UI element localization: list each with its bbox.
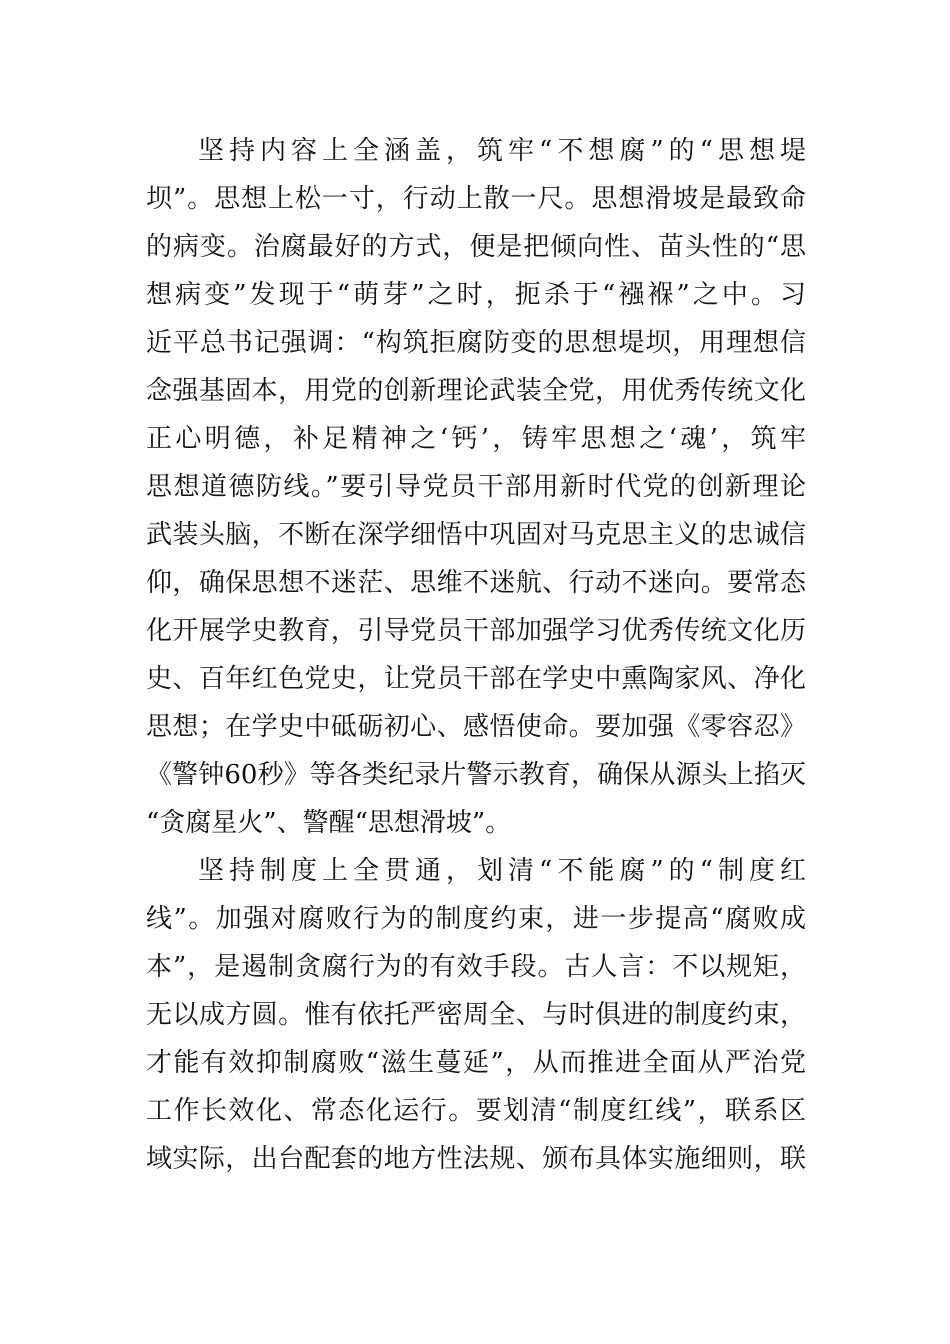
paragraph-1-line-9: 武装头脑，不断在深学细悟中巩固对马克思主义的忠诚信 [146,520,806,550]
paragraph-1-line-14: 《警钟60秒》等各类纪录片警示教育，确保从源头上掐灭 [146,760,806,790]
paragraph-1-line-2: 坝”。思想上松一寸，行动上散一尺。思想滑坡是最致命 [146,184,806,214]
paragraph-2-line-1: 坚持制度上全贯通，划清“不能腐”的“制度红 [198,856,806,886]
paragraph-1-line-3: 的病变。治腐最好的方式，便是把倾向性、苗头性的“思 [146,232,806,262]
paragraph-1-line-6: 念强基固本，用党的创新理论武装全党，用优秀传统文化 [146,376,806,406]
paragraph-1-line-15: “贪腐星火”、警醒“思想滑坡”。 [146,808,512,838]
paragraph-1-line-8: 思想道德防线。”要引导党员干部用新时代党的创新理论 [146,472,806,502]
paragraph-2-line-5: 才能有效抑制腐败“滋生蔓延”，从而推进全面从严治党 [146,1048,806,1078]
paragraph-1-line-5: 近平总书记强调：“构筑拒腐防变的思想堤坝，用理想信 [146,328,806,358]
paragraph-2-line-7: 域实际，出台配套的地方性法规、颁布具体实施细则，联 [146,1144,806,1174]
paragraph-1-line-13: 思想；在学史中砥砺初心、感悟使命。要加强《零容忍》 [146,712,806,742]
paragraph-1-line-11: 化开展学史教育，引导党员干部加强学习优秀传统文化历 [146,616,806,646]
paragraph-1-line-12: 史、百年红色党史，让党员干部在学史中熏陶家风、净化 [146,664,806,694]
paragraph-1-line-10: 仰，确保思想不迷茫、思维不迷航、行动不迷向。要常态 [146,568,806,598]
paragraph-1-line-7: 正心明德，补足精神之‘钙’，铸牢思想之‘魂’，筑牢 [146,424,806,454]
paragraph-1-line-4: 想病变”发现于“萌芽”之时，扼杀于“襁褓”之中。习 [146,280,806,310]
paragraph-2-line-6: 工作长效化、常态化运行。要划清“制度红线”，联系区 [146,1096,806,1126]
paragraph-1-line-1: 坚持内容上全涵盖，筑牢“不想腐”的“思想堤 [198,136,806,166]
paragraph-2-line-3: 本”，是遏制贪腐行为的有效手段。古人言：不以规矩， [146,952,806,982]
paragraph-2-line-4: 无以成方圆。惟有依托严密周全、与时俱进的制度约束， [146,1000,806,1030]
paragraph-2-line-2: 线”。加强对腐败行为的制度约束，进一步提高“腐败成 [146,904,806,934]
